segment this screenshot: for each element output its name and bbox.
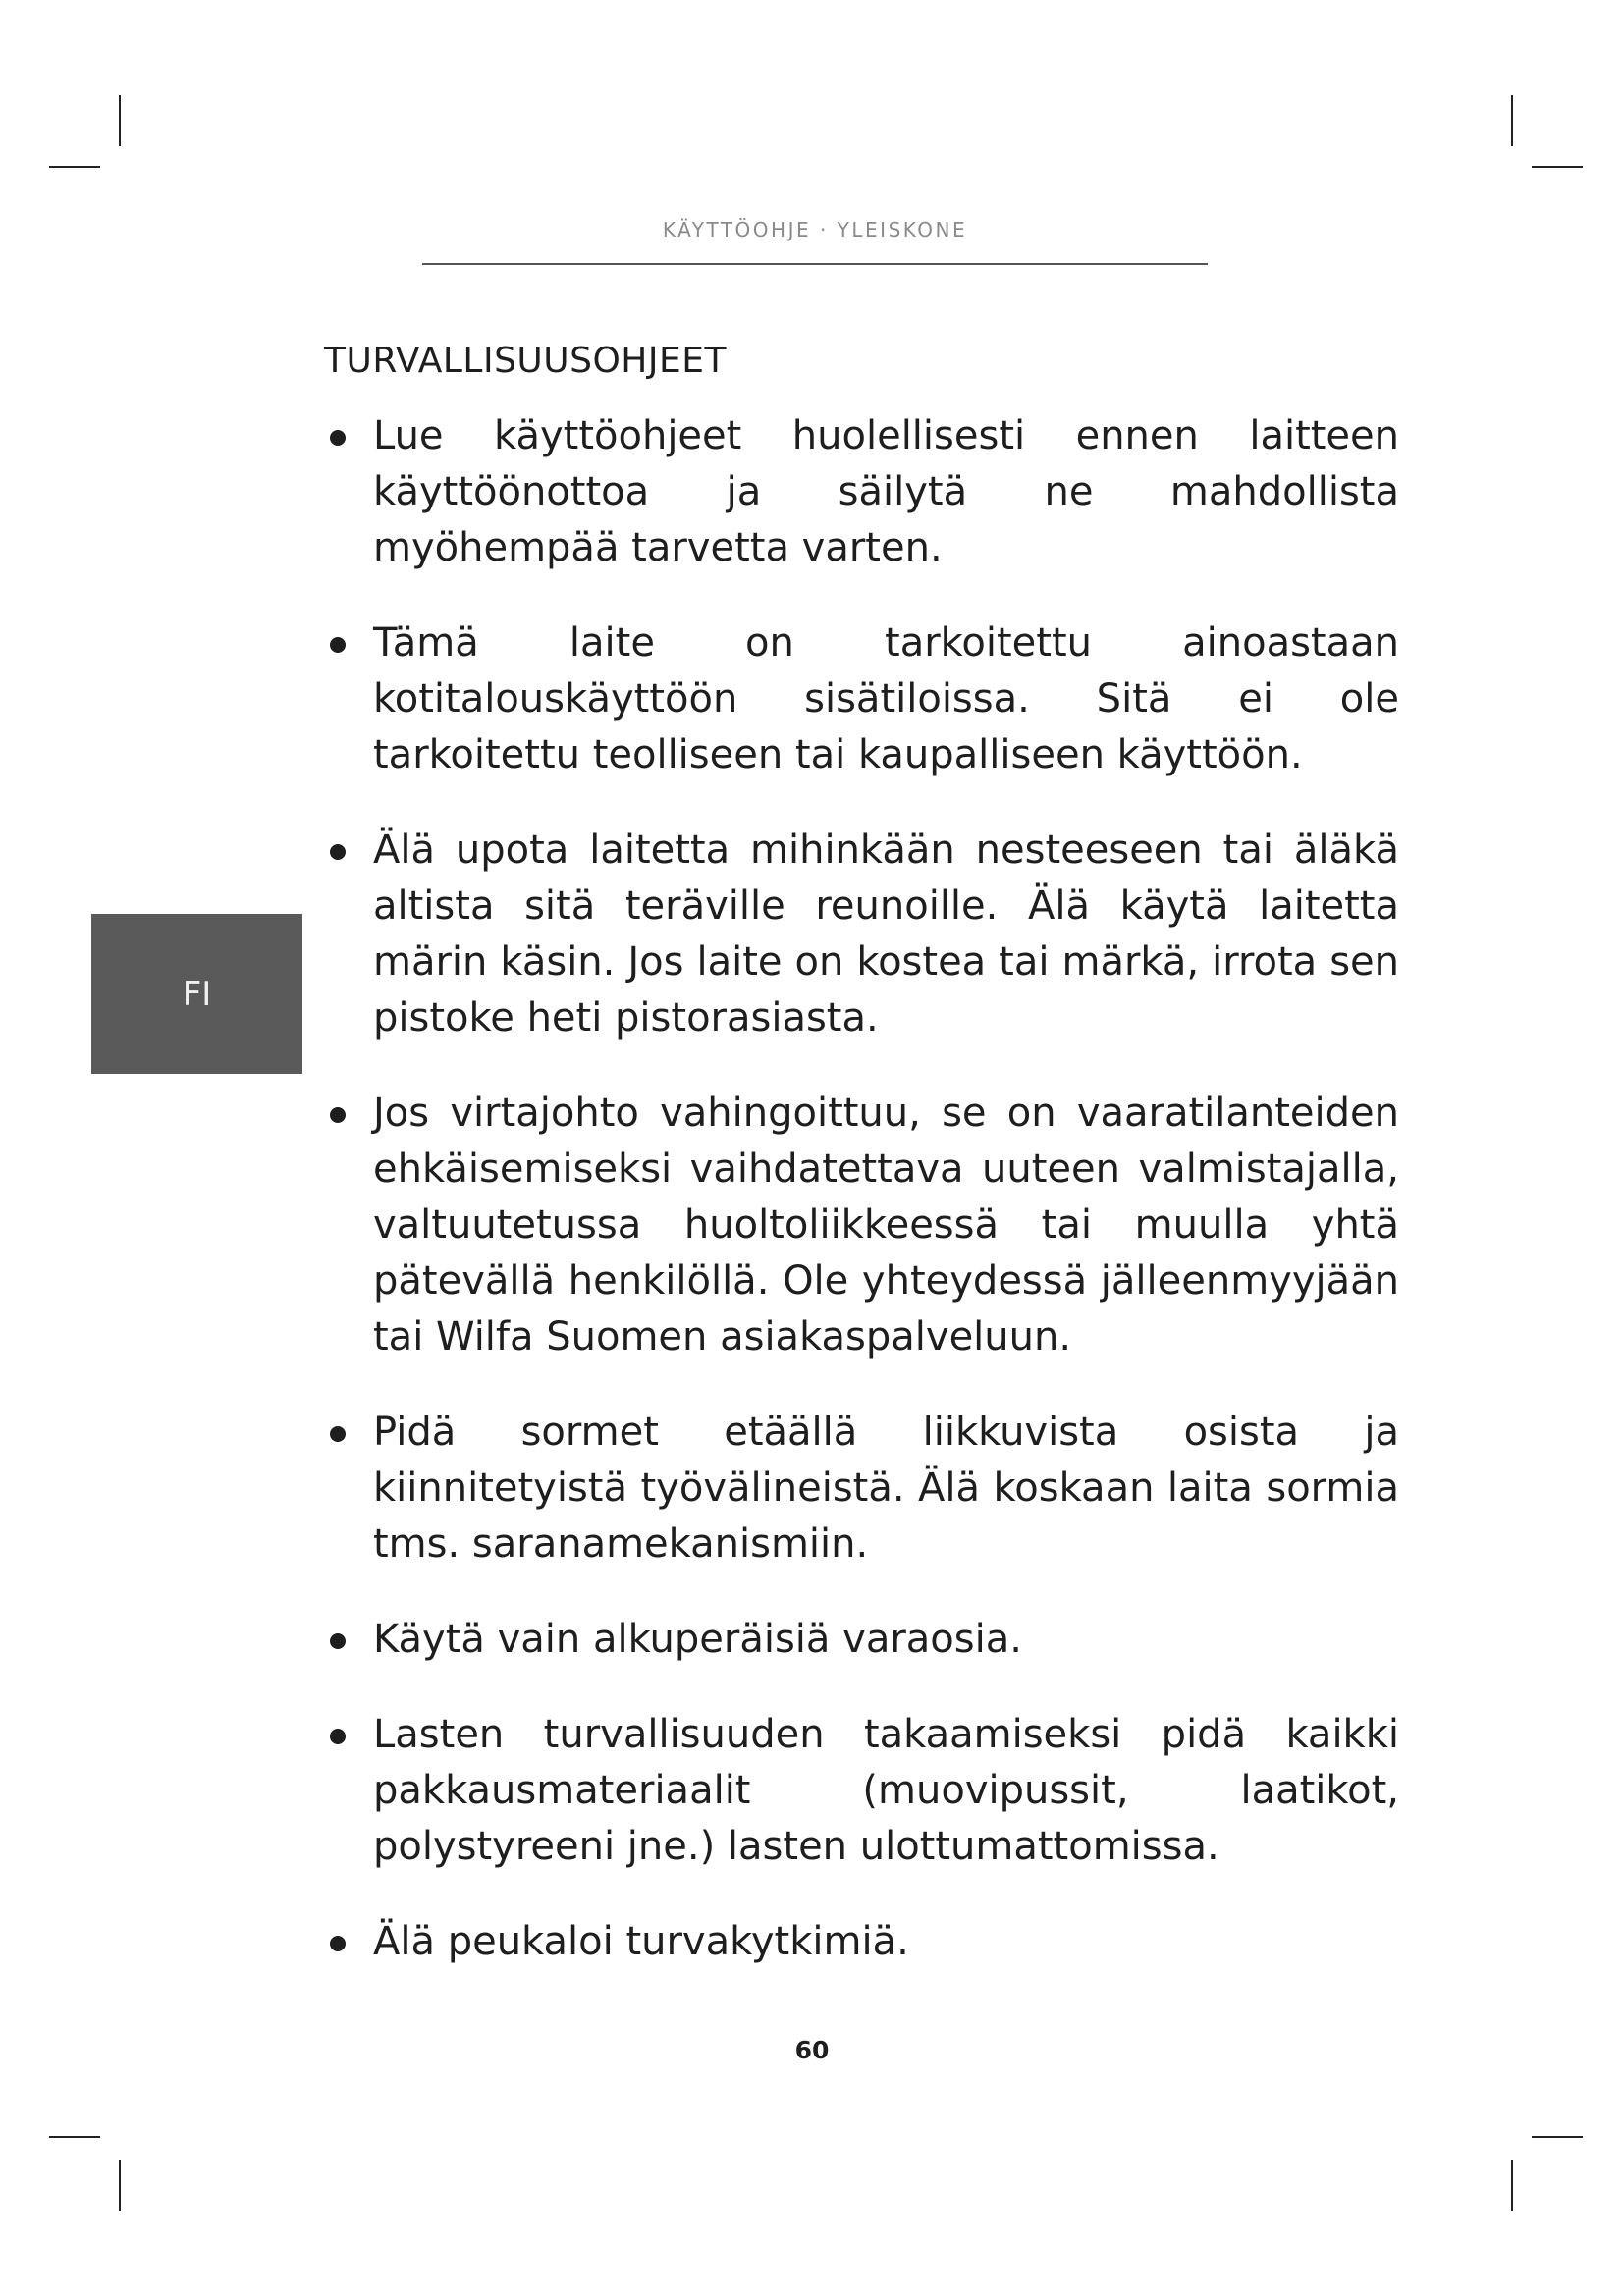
header-divider bbox=[422, 263, 1208, 265]
crop-mark-bottom-right-horizontal bbox=[1532, 2136, 1583, 2138]
list-item bbox=[324, 1914, 1399, 1970]
language-tab bbox=[91, 914, 302, 1074]
crop-mark-top-right-vertical bbox=[1511, 95, 1513, 146]
list-item bbox=[324, 1405, 1399, 1573]
bullet-icon bbox=[330, 1426, 346, 1442]
list-item-text: Älä upota laitetta mihinkään nesteeseen tai äläkä altista sitä teräville reunoille. Älä käytä laitetta märin käsin. Jos laite on kostea tai märkä, irrota sen pistoke heti pistorasiasta. bbox=[373, 828, 1399, 1041]
list-item-text: Käytä vain alkuperäisiä varaosia. bbox=[373, 1617, 1022, 1662]
crop-mark-bottom-left-horizontal bbox=[49, 2136, 100, 2138]
bullet-icon bbox=[330, 844, 346, 860]
list-item-text: Jos virtajohto vahingoittuu, se on vaaratilanteiden ehkäisemiseksi vaihdatettava uuteen valmistajalla, valtuutetussa huoltoliikkeessä tai muulla yhtä pätevällä henkilöllä. Ole yhteydessä jälleenmyyjään tai Wilfa Suomen asiakaspalveluun. bbox=[373, 1091, 1399, 1360]
crop-mark-top-left-vertical bbox=[119, 95, 121, 146]
bullet-icon bbox=[330, 430, 346, 446]
bullet-icon bbox=[330, 1936, 346, 1951]
page-number: 60 bbox=[794, 2036, 830, 2064]
list-item bbox=[324, 1612, 1399, 1668]
list-item bbox=[324, 615, 1399, 783]
bullet-icon bbox=[330, 1633, 346, 1649]
list-item bbox=[324, 823, 1399, 1046]
crop-mark-bottom-right-vertical bbox=[1511, 2160, 1513, 2211]
running-header: KÄYTTÖOHJE · YLEISKONE bbox=[662, 218, 968, 241]
list-item bbox=[324, 1707, 1399, 1875]
list-item-text: Tämä laite on tarkoitettu ainoastaan kotitalouskäyttöön sisätiloissa. Sitä ei ole tarkoitettu teolliseen tai kaupalliseen käyttöön. bbox=[373, 620, 1399, 777]
list-item-text: Älä peukaloi turvakytkimiä. bbox=[373, 1919, 909, 1964]
crop-mark-top-right-horizontal bbox=[1532, 166, 1583, 168]
section-title: TURVALLISUUSOHJEET bbox=[324, 341, 727, 381]
language-tab-label: FI bbox=[182, 974, 212, 1014]
list-item-text: Lue käyttöohjeet huolellisesti ennen laitteen käyttöönottoa ja säilytä ne mahdollista myöhempää tarvetta varten. bbox=[373, 413, 1399, 570]
list-item bbox=[324, 1086, 1399, 1365]
bullet-icon bbox=[330, 1107, 346, 1123]
list-item bbox=[324, 408, 1399, 576]
bullet-icon bbox=[330, 1729, 346, 1744]
safety-instructions-list bbox=[324, 408, 1399, 2009]
bullet-icon bbox=[330, 637, 346, 653]
crop-mark-top-left-horizontal bbox=[49, 166, 100, 168]
crop-mark-bottom-left-vertical bbox=[119, 2160, 121, 2211]
list-item-text: Lasten turvallisuuden takaamiseksi pidä kaikki pakkausmateriaalit (muovipussit, laatikot, polystyreeni jne.) lasten ulottumattomissa. bbox=[373, 1712, 1399, 1869]
list-item-text: Pidä sormet etäällä liikkuvista osista ja kiinnitetyistä työvälineistä. Älä koskaan laita sormia tms. saranamekanismiin. bbox=[373, 1410, 1399, 1567]
